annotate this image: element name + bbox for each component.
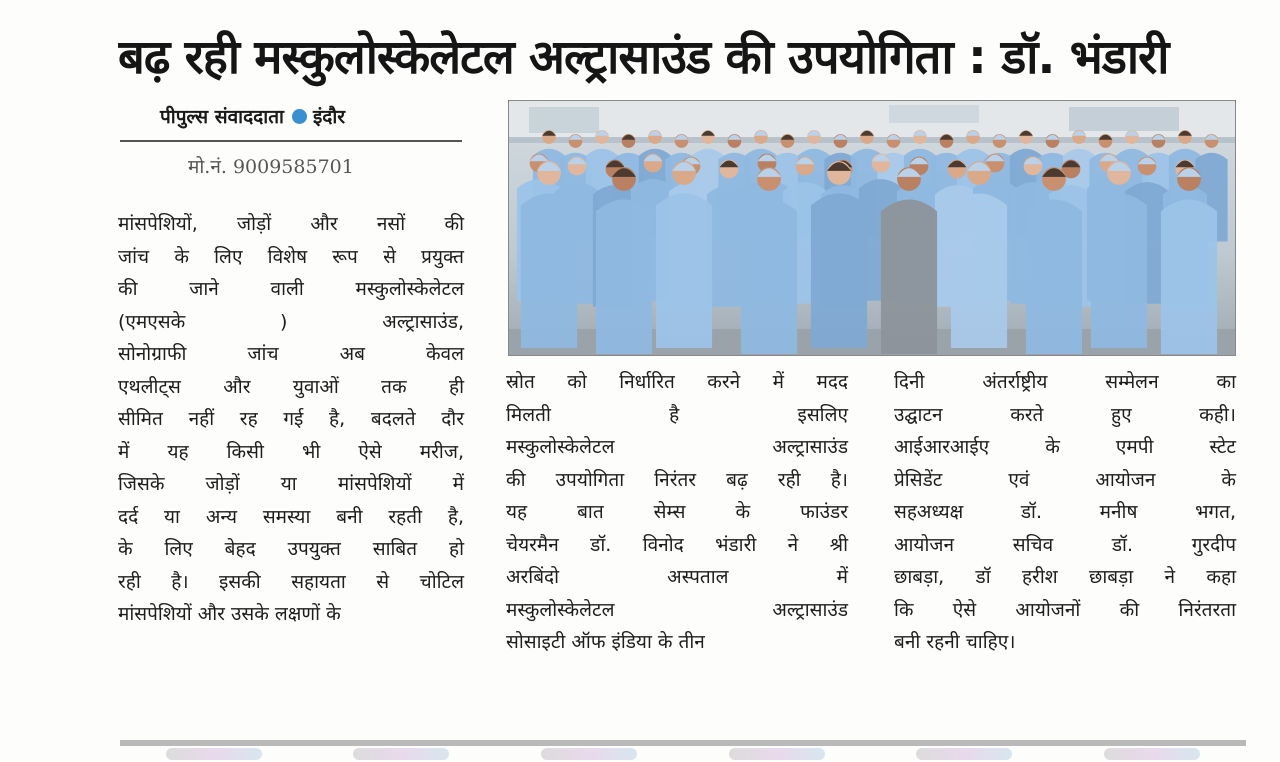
- article-line: छाबड़ा, डॉ हरीश छाबड़ा ने कहा: [894, 566, 1236, 588]
- article-column-2: [506, 366, 848, 659]
- article-line: में यह किसी भी ऐसे मरीज,: [118, 440, 464, 463]
- article-line: स्रोत को निर्धारित करने में मदद: [506, 371, 848, 393]
- article-line: की जाने वाली मस्कुलोस्केलेटल: [118, 278, 464, 300]
- article-line: दिनी अंतर्राष्ट्रीय सम्मेलन का: [894, 371, 1236, 393]
- article-line: मस्कुलोस्केलेटल अल्ट्रासाउंड: [506, 598, 848, 621]
- article-line: मस्कुलोस्केलेटल अल्ट्रासाउंड: [506, 436, 848, 458]
- article-line: सहअध्यक्ष डॉ. मनीष भगत,: [894, 501, 1236, 523]
- article-line: (एमएसके ) अल्ट्रासाउंड,: [118, 310, 464, 333]
- article-line: चेयरमैन डॉ. विनोद भंडारी ने श्री: [506, 533, 848, 556]
- article-headline: बढ़ रही मस्कुलोस्केलेटल अल्ट्रासाउंड की उपयोगिता : डॉ. भंडारी: [118, 30, 1169, 85]
- article-line: अरबिंदो अस्पताल में: [506, 566, 848, 588]
- page-bottom-marks: [120, 748, 1246, 762]
- article-line: की उपयोगिता निरंतर बढ़ रही है।: [506, 468, 848, 491]
- page-bottom-rule: [120, 740, 1246, 746]
- article-line: सोनोग्राफी जांच अब केवल: [118, 343, 464, 365]
- article-column-3: [894, 366, 1236, 659]
- article-line: सोसाइटी ऑफ इंडिया के तीन: [506, 631, 705, 653]
- article-line: प्रेसिडेंट एवं आयोजन के: [894, 468, 1236, 491]
- article-line: बनी रहनी चाहिए।: [894, 631, 1016, 653]
- article-line: एथलीट्स और युवाओं तक ही: [118, 375, 464, 398]
- article-line: सीमित नहीं रह गई है, बदलते दौर: [118, 408, 464, 430]
- article-line: मांसपेशियों, जोड़ों और नसों की: [118, 213, 464, 235]
- article-line: रही है। इसकी सहायता से चोटिल: [118, 570, 464, 593]
- group-photo-illustration: [509, 101, 1235, 355]
- article-line: मांसपेशियों और उसके लक्षणों के: [118, 603, 341, 625]
- byline: [160, 104, 345, 130]
- article-line: के लिए बेहद उपयुक्त साबित हो: [118, 538, 464, 560]
- byline-city: इंदौर: [312, 106, 346, 128]
- news-photo: [508, 100, 1236, 356]
- article-line: जिसके जोड़ों या मांसपेशियों में: [118, 473, 464, 495]
- bullet-dot-icon: [292, 109, 307, 124]
- article-column-1: [118, 208, 464, 631]
- article-line: जांच के लिए विशेष रूप से प्रयुक्त: [118, 245, 464, 268]
- article-line: कि ऐसे आयोजनों की निरंतरता: [894, 598, 1236, 621]
- article-line: उद्घाटन करते हुए कही।: [894, 403, 1236, 426]
- article-line: आयोजन सचिव डॉ. गुरदीप: [894, 533, 1236, 556]
- byline-divider: [120, 140, 462, 142]
- article-line: आईआरआईए के एमपी स्टेट: [894, 436, 1236, 458]
- article-line: दर्द या अन्य समस्या बनी रहती है,: [118, 505, 464, 528]
- contact-number: मो.नं. 9009585701: [188, 156, 354, 178]
- byline-source: पीपुल्स संवाददाता: [160, 106, 284, 128]
- article-line: मिलती है इसलिए: [506, 403, 848, 426]
- article-line: यह बात सेम्स के फाउंडर: [506, 501, 848, 523]
